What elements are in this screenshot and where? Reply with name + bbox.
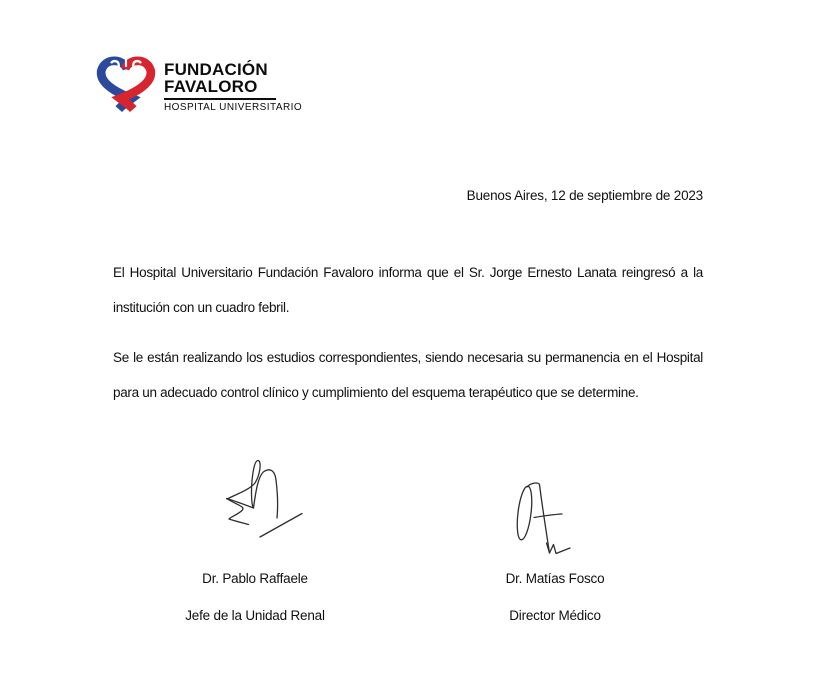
favaloro-logo xyxy=(95,52,302,113)
logo-name-line2: FAVALORO xyxy=(164,77,258,96)
body-paragraph-1: El Hospital Universitario Fundación Favaloro informa que el Sr. Jorge Ernesto Lanata reingresó a la institución con un cuadro febril. xyxy=(113,264,703,315)
handwritten-signature-icon xyxy=(493,469,593,569)
logo-name-line1: FUNDACIÓN xyxy=(164,60,268,79)
signatory-block-fosco xyxy=(430,571,680,624)
signature-pablo-raffaele xyxy=(213,447,363,547)
logo-text xyxy=(164,52,302,113)
signatory-name: Dr. Matías Fosco xyxy=(505,571,605,586)
logo-divider xyxy=(164,98,276,100)
body-paragraph-2: Se le están realizando los estudios correspondientes, siendo necesaria su permanencia en el Hospital para un adecuado control clínico y cumplimiento del esquema terapéutico que se determine. xyxy=(113,349,703,400)
handwritten-signature-icon xyxy=(213,447,363,547)
signatory-title: Jefe de la Unidad Renal xyxy=(185,608,325,623)
dateline: Buenos Aires, 12 de septiembre de 2023 xyxy=(466,188,703,203)
signature-matias-fosco xyxy=(493,469,593,569)
signatory-name: Dr. Pablo Raffaele xyxy=(202,571,308,586)
signatory-block-raffaele xyxy=(130,571,380,624)
signatory-title: Director Médico xyxy=(509,608,601,623)
logo-subtitle: HOSPITAL UNIVERSITARIO xyxy=(164,102,303,113)
favaloro-heart-logo-icon xyxy=(95,52,157,113)
